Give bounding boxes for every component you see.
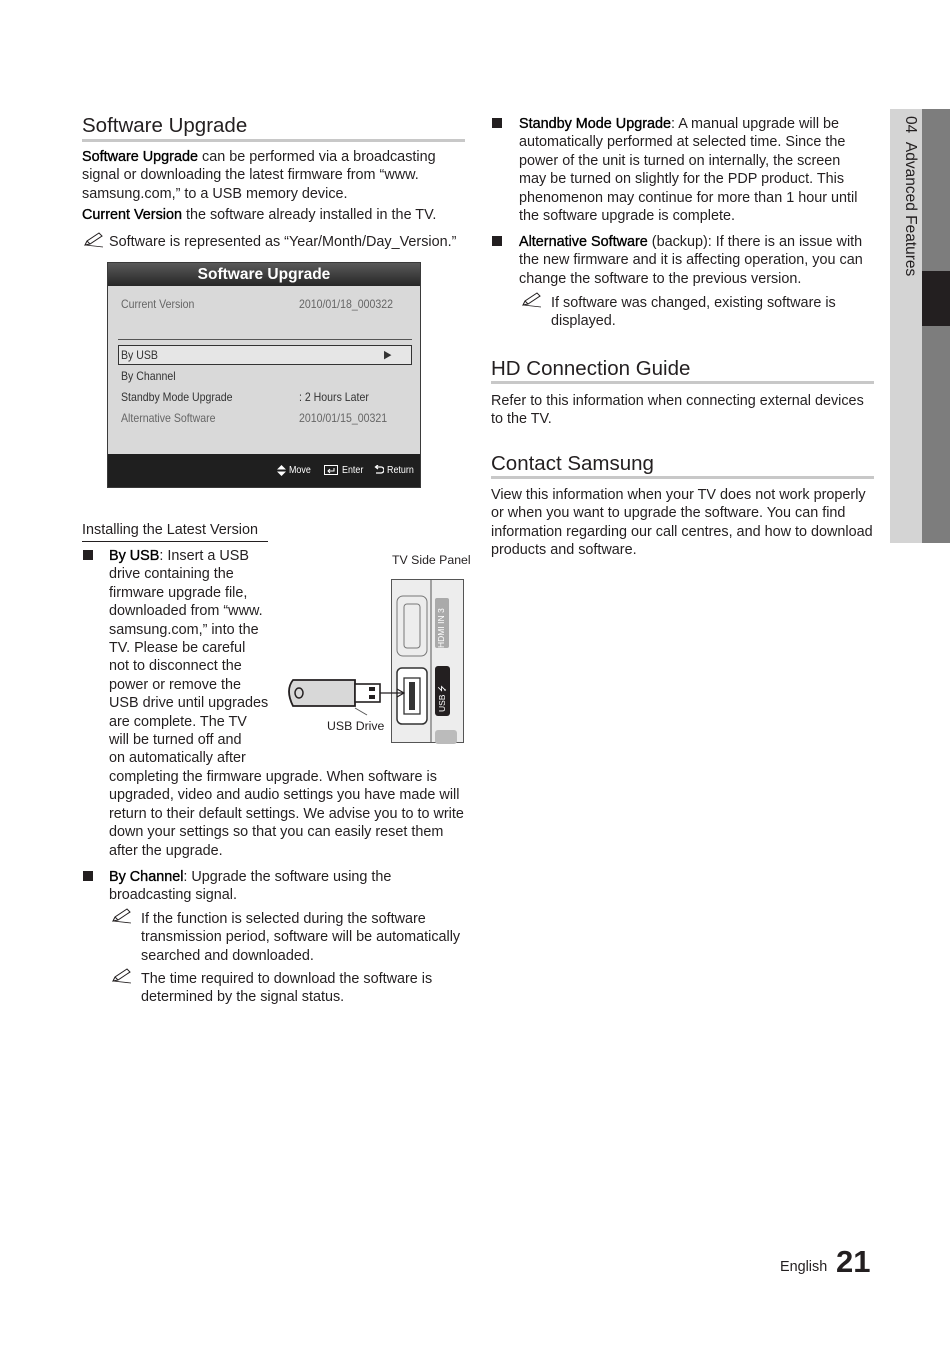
osd-current-version-label: Current Version — [121, 297, 195, 311]
return-icon — [373, 465, 384, 475]
osd-item-arrow: ▶ — [384, 349, 392, 361]
by-usb-line: not to disconnect the — [109, 658, 242, 675]
current-version-bold: Current Version — [82, 207, 182, 223]
side-tab-dark-band — [922, 109, 950, 543]
by-usb-line: drive containing the — [109, 566, 234, 583]
move-icon — [277, 465, 286, 476]
by-usb-line: USB drive until upgrades — [109, 695, 269, 712]
osd-current-version-value: 2010/01/18_000322 — [299, 297, 393, 311]
osd-item-by-channel[interactable]: By Channel — [121, 369, 176, 383]
by-usb-line: TV. Please be careful — [109, 640, 246, 657]
bullet-square — [492, 236, 502, 246]
by-usb-line: samsung.com,” into the — [109, 621, 259, 638]
osd-item-alternative-value: 2010/01/15_00321 — [299, 411, 388, 425]
osd-item-standby-value: : 2 Hours Later — [299, 390, 369, 404]
chapter-side-tab — [890, 109, 950, 543]
note-pencil-icon — [111, 908, 133, 924]
intro-paragraph — [82, 148, 464, 203]
chapter-number: 04 — [902, 116, 919, 134]
installing-underline — [82, 541, 268, 542]
by-usb-line: downloaded from “www. — [109, 603, 263, 620]
osd-footer — [108, 454, 420, 487]
tv-side-panel-label: TV Side Panel — [392, 553, 471, 567]
current-version-paragraph — [82, 206, 464, 224]
usb-drive-label: USB Drive — [327, 719, 385, 733]
footer-move: Move — [289, 464, 311, 476]
software-upgrade-osd-menu — [107, 262, 421, 488]
section-heading-software-upgrade: Software Upgrade — [82, 114, 248, 137]
channel-note-2: The time required to download the software is determined by the signal status. — [141, 971, 433, 1006]
by-usb-line — [109, 547, 289, 565]
alternative-note: If software was changed, existing software is displayed. — [551, 295, 836, 330]
by-usb-bold: By USB — [109, 548, 160, 564]
bullet-square — [83, 550, 93, 560]
note-pencil-icon — [83, 232, 105, 248]
by-usb-column — [109, 547, 289, 768]
note-pencil-icon — [521, 292, 543, 308]
osd-item-alternative-software: Alternative Software — [121, 411, 216, 425]
by-usb-line: power or remove the — [109, 676, 241, 693]
standby-mode-paragraph — [519, 115, 871, 225]
contact-samsung-text: View this information when your TV does not work properly or when you want to upgrade the software. You can find information regarding our call centres, and how to download products and software. — [491, 487, 873, 559]
page-number: 21 — [836, 1244, 871, 1279]
alternative-text: (backup): If there is an issue with the new firmware and it is affecting operation, you can change the software to the previous version. — [519, 234, 863, 287]
intro-bold: Software Upgrade — [82, 149, 198, 165]
side-tab-label — [901, 116, 919, 276]
hdmi-port-label: HDMI IN 3 — [436, 608, 446, 648]
standby-bold: Standby Mode Upgrade — [519, 116, 672, 132]
bullet-square — [492, 118, 502, 128]
osd-item-standby-mode-upgrade[interactable]: Standby Mode Upgrade — [121, 390, 233, 404]
heading-rule — [491, 381, 874, 384]
by-usb-line: on automatically after — [109, 750, 246, 767]
chapter-title: Advanced Features — [902, 141, 919, 277]
channel-note-1: If the function is selected during the software transmission period, software will be automatically searched and downloaded. — [141, 911, 461, 964]
by-usb-line: will be turned off and — [109, 732, 242, 749]
by-channel-text: : Upgrade the software using the broadcasting signal. — [109, 869, 392, 904]
standby-text: : A manual upgrade will be automatically performed at selected time. Since the power of the unit is turned on internally, the screen may be turned on slightly for the PDP product. This phenomenon may continue for more than 1 hour until the software upgrade is complete. — [519, 116, 858, 225]
by-usb-line: are complete. The TV — [109, 713, 247, 730]
enter-icon — [324, 465, 338, 475]
intro-text: can be performed via a broadcasting signal or downloading the latest firmware from “www. samsung.com,” to a USB memory device. — [82, 149, 436, 202]
footer-enter: Enter — [342, 464, 364, 476]
osd-separator — [118, 339, 412, 340]
osd-item-by-usb[interactable]: By USB — [121, 348, 158, 362]
by-usb-line: firmware upgrade file, — [109, 584, 248, 601]
usb-connection-diagram — [285, 578, 467, 746]
bullet-square — [83, 871, 93, 881]
alternative-bold: Alternative Software — [519, 234, 648, 250]
heading-rule — [82, 139, 465, 142]
version-format-note: Software is represented as “Year/Month/Day_Version.” — [109, 234, 457, 250]
footer-language: English — [780, 1259, 828, 1275]
alternative-software-paragraph — [519, 233, 871, 288]
heading-rule — [491, 476, 874, 479]
osd-selection-highlight — [118, 345, 412, 365]
by-channel-bold: By Channel — [109, 869, 184, 885]
usb-port-label: USB ⭍ — [437, 685, 447, 712]
section-heading-contact-samsung: Contact Samsung — [491, 452, 654, 475]
by-usb-line-text: : Insert a USB — [159, 548, 249, 564]
by-usb-continuation: completing the firmware upgrade. When software is upgraded, video and audio settings you have made will return to their default settings. We advise you to to write down your settings so that you can easily reset them after the upgrade. — [109, 769, 464, 859]
note-pencil-icon — [111, 968, 133, 984]
hd-connection-text: Refer to this information when connecting external devices to the TV. — [491, 393, 864, 428]
current-version-text: the software already installed in the TV. — [181, 207, 437, 223]
side-tab-marker — [922, 271, 950, 326]
section-heading-hd-connection: HD Connection Guide — [491, 357, 691, 380]
installing-heading: Installing the Latest Version — [82, 522, 258, 538]
osd-title: Software Upgrade — [108, 263, 420, 286]
footer-return: Return — [387, 464, 414, 476]
by-channel-paragraph — [109, 868, 465, 905]
